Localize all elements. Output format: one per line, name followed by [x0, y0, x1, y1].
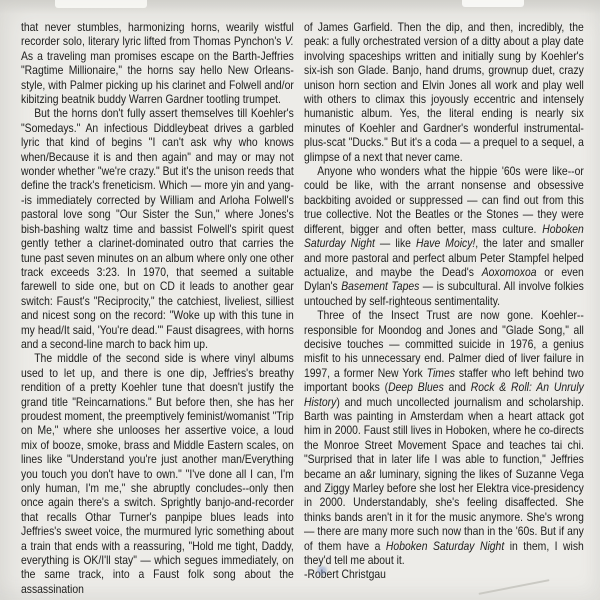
- paragraph: The middle of the second side is where vinyl albums used to let up, and there is one dip, Jeffries's breathy rendition of a pretty Koehler tune that doesn't justify the grand title "Reincarnations." But before then, she has her proudest moment, the preemptively feminist/womanist "Trip on Me," where she unlooses her assertive voice, a loud mix of booze, smoke, brass and Middle Eastern scales, on lines like "Understand you're just another man/Everything you touch you don't have to own." "I've done all I can, I'm only human, I'm me," she abruptly concludes--only then once again there's a switch. Sprightly banjo-and-recorder that recalls Othar Turner's panpipe blues leads into Jeffries's sweet voice, the murmured lyric something about a train that ends with a reassuring, "Hold me tight, Daddy, everything is OK/I'll stay" — which segues immediately, on the same track, into a Faust folk song about the assassination: [21, 351, 294, 596]
- paragraph: of James Garfield. Then the dip, and then, incredibly, the peak: a fully orchestrated version of a ditty about a play date involving spaceships written and initially sung by Koehler's six-ish son Glade. Banjo, hand drums, grownup duet, crazy unison horn section and Elvin Jones all work and play well with others to climax this joyously eccentric and intensely humanistic album. Yes, the literal ending is nearly six minutes of Koehler and Gardner's wonderful instrumental-plus-scat "Ducks." But it's a coda — a prequel to a sequel, a glimpse of a next that never came.: [304, 20, 584, 164]
- author-signature: -Robert Christgau: [304, 567, 386, 582]
- scan-light-patch-left: [55, 0, 147, 8]
- two-column-text-layout: [21, 20, 600, 596]
- paragraph: Three of the Insect Trust are now gone. Koehler--responsible for Moondog and Jones and "Glade Song," all decisive touches — committed suicide in 1976, a genius misfit to his unnecessary end. Palmer died of liver failure in 1997, a former New York Times staffer who left behind two important books (Deep Blues and Rock & Roll: An Unruly History) and much uncollected journalism and scholarship. Barth was painting in Amsterdam when a heart attack got him in 2000. Faust still lives in Hoboken, where he co-directs the Monroe Street Movement Space and teaches tai chi. "Surprised that in later life I was able to function," Jeffries became an a&r luminary, signing the likes of Suzanne Vega and Ziggy Marley before she lost her Elektra vice-presidency in 2000. Understandably, she's feeling disaffected. She thinks bands aren't in it for the music anymore. She's wrong — there are many more such now than in the '60s. But if any of them have a Hoboken Saturday Night in them, I wish they'd tell me about it.: [304, 308, 584, 568]
- text-column-right: [304, 20, 584, 582]
- paragraph: But the horns don't fully assert themselves till Koehler's "Somedays." An infectious Diddleybeat drives a garbled lyric that kind of begins "I can't ask why who knows when/Because it is and then again" and may or may not wonder whether "we're crazy." But it's the unison reeds that define the track's freneticism. Which — more yin and yang--is immediately corrected by William and Arloha Folwell's pastoral love song "Our Sister the Sun," where Jones's bish-bashing waltz time and bassist Folwell's spirit quest gently tether a clarinet-dominated outro that carries the tune past seven minutes on an album where only one other track exceeds 3:23. In 1970, that seemed a suitable farewell to side one, but on CD it leads to another gear switch: Faust's "Reciprocity," the catchiest, liveliest, silliest and nicest song on the record: "Woke up with this tune in my head/It said, 'You're dead.'" Faust disagrees, with horns and a second-line march to back him up.: [21, 106, 294, 351]
- text-column-left: [21, 20, 294, 596]
- ink-smudge: [317, 566, 327, 575]
- paragraph: Anyone who wonders what the hippie '60s were like--or could be like, with the arrant nonsense and obsessive backbiting avoided or suppressed — can find out from this true collective. Not the Beatles or the Stones — they were different, bigger and often better, mass culture. Hoboken Saturday Night — like Have Moicy!, the later and smaller and more pastoral and perfect album Peter Stampfel helped actualize, and maybe the Dead's Aoxomoxoa or even Dylan's Basement Tapes — is subcultural. All involve folkies untouched by self-righteous sentimentality.: [304, 164, 584, 308]
- paragraph: that never stumbles, harmonizing horns, wearily wistful recorder solo, literary lyric lifted from Thomas Pynchon's V. As a traveling man promises escape on the Barth-Jeffries "Ragtime Millionaire," the horns say hello New Orleans-style, with Palmer picking up his clarinet and Folwell and/or kibitzing beatnik buddy Warren Gardner tootling trumpet.: [21, 20, 294, 107]
- scan-light-patch-right: [462, 0, 524, 7]
